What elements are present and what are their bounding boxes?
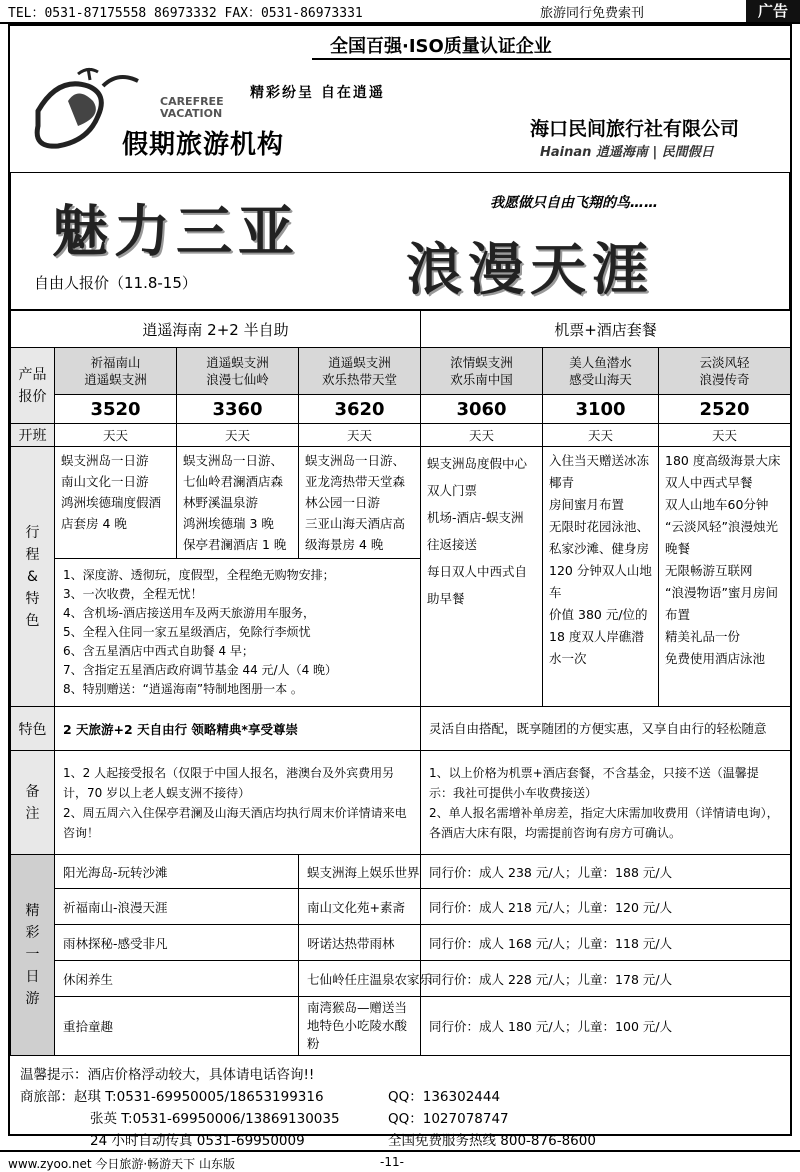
daytrip-place: 七仙岭任庄温泉农家乐	[299, 961, 421, 997]
product-price: 2520	[659, 395, 791, 424]
product-name: 美人鱼潜水 感受山海天	[543, 348, 659, 395]
group-header-package: 机票+酒店套餐	[421, 311, 791, 348]
depart-value: 天天	[543, 424, 659, 447]
slogan: 精彩纷呈 自在逍遥	[250, 85, 385, 101]
header-divider	[312, 58, 790, 60]
feature-line: 4、含机场-酒店接送用车及两天旅游用车服务，	[63, 606, 315, 620]
ad-badge: 广告	[746, 0, 800, 22]
daytrip-price: 同行价：成人 228 元/人；儿童：178 元/人	[421, 961, 791, 997]
remark-line: 1、2 人起接受报名（仅限于中国人报名，港澳台及外宾费用另计，70 岁以上老人蜈支洲不接待）	[63, 765, 395, 800]
product-price: 3620	[299, 395, 421, 424]
itinerary-cell: 蜈支洲岛度假中心双人门票 机场-酒店-蜈支洲往返接送 每日双人中西式自助早餐	[421, 447, 543, 707]
product-price: 3060	[421, 395, 543, 424]
price-period-note: 自由人报价（11.8-15）	[34, 274, 197, 292]
daytrip-price: 同行价：成人 238 元/人；儿童：188 元/人	[421, 855, 791, 889]
product-price: 3100	[543, 395, 659, 424]
footer-tip: 温馨提示：酒店价格浮动较大，具体请电话咨询!!	[20, 1067, 315, 1083]
contact-zhang: 张英 T:0531-69950006/13869130035	[90, 1111, 340, 1127]
feature-line: 6、含五星酒店中西式自助餐 4 早；	[63, 644, 254, 658]
feature-right: 灵活自由搭配，既享随团的方便实惠，又享自由行的轻松随意	[421, 707, 791, 751]
remark-line: 2、周五周六入住保亭君澜及山海天酒店均执行周末价详情请来电咨询！	[63, 805, 407, 840]
itinerary-label: 行程&特色	[11, 447, 55, 707]
depart-label: 开班	[11, 424, 55, 447]
product-name: 逍遥蜈支洲 浪漫七仙岭	[177, 348, 299, 395]
daytrip-place: 蜈支洲海上娱乐世界	[299, 855, 421, 889]
remarks-right	[421, 751, 791, 855]
banner-title-left: 魅力三亚	[52, 199, 300, 265]
daytrip-price: 同行价：成人 218 元/人；儿童：120 元/人	[421, 889, 791, 925]
product-price: 3360	[177, 395, 299, 424]
company-name: 海口民间旅行社有限公司	[530, 118, 740, 140]
depart-value: 天天	[299, 424, 421, 447]
logo-english: CAREFREE VACATION	[160, 95, 224, 120]
feature-line: 8、特别赠送：“逍遥海南”特制地图册一本 。	[63, 682, 303, 696]
product-price: 3520	[55, 395, 177, 424]
daytrip-price: 同行价：成人 180 元/人；儿童：100 元/人	[421, 997, 791, 1056]
remark-line: 2、单人报名需增补单房差，指定大床需加收费用（详情请电询），各酒店大床有限，均需提前咨询有房方可确认。	[429, 805, 779, 840]
top-bar	[0, 0, 800, 22]
group-header-semi-self: 逍遥海南 2+2 半自助	[11, 311, 421, 348]
product-name: 浓情蜈支洲 欢乐南中国	[421, 348, 543, 395]
partner-logos: Hainan 逍遥海南 | 民間假日	[540, 145, 714, 160]
itinerary-cell: 入住当天赠送冰冻椰青 房间蜜月布置 无限时花园泳池、私家沙滩、健身房 120 分钟双人山地车 价值 380 元/位的 18 度双人岸礁潜水一次	[543, 447, 659, 707]
group-features	[55, 559, 421, 707]
daytrip-name: 雨林探秘-感受非凡	[55, 925, 299, 961]
site-line: www.zyoo.net 今日旅游·畅游天下 山东版	[8, 1157, 235, 1171]
feature-left: 2 天旅游+2 天自由行 领略精典*享受尊崇	[55, 707, 421, 751]
banner-title-right: 浪漫天涯	[406, 237, 654, 303]
feature-line: 1、深度游、透彻玩，度假型，全程绝无购物安排；	[63, 568, 335, 582]
contact-line: TEL：0531-87175558 86973332 FAX：0531-86973331	[8, 6, 363, 21]
daytrip-price: 同行价：成人 168 元/人；儿童：118 元/人	[421, 925, 791, 961]
depart-value: 天天	[55, 424, 177, 447]
contact-zhao: 商旅部：赵琪 T:0531-69950005/18653199316	[20, 1089, 324, 1105]
daytrip-name: 重拾童趣	[55, 997, 299, 1056]
certification-heading: 全国百强·ISO质量认证企业	[330, 36, 552, 57]
price-table	[10, 310, 791, 1056]
depart-value: 天天	[659, 424, 791, 447]
daytrip-place: 南湾猴岛—赠送当地特色小吃陵水酸粉	[299, 997, 421, 1056]
itinerary-cell: 180 度高级海景大床 双人中西式早餐 双人山地车60分钟 “云淡风轻”浪漫烛光晚餐 无限畅游互联网 “浪漫物语”蜜月房间布置 精美礼品一份 免费使用酒店泳池	[659, 447, 791, 707]
product-name: 逍遥蜈支洲 欢乐热带天堂	[299, 348, 421, 395]
feature-label: 特色	[11, 707, 55, 751]
daytrip-name: 阳光海岛-玩转沙滩	[55, 855, 299, 889]
product-name: 祈福南山 逍遥蜈支洲	[55, 348, 177, 395]
feature-line: 7、含指定五星酒店政府调节基金 44 元/人（4 晚）	[63, 663, 338, 677]
itinerary-cell: 蜈支洲岛一日游 南山文化一日游 鸿洲埃德瑞度假酒店套房 4 晚	[55, 447, 177, 559]
qq-zhao: QQ：136302444	[388, 1089, 501, 1105]
index-note: 旅游同行免费索刊	[540, 6, 645, 21]
feature-line: 5、全程入住同一家五星级酒店，免除行李烦忧	[63, 625, 311, 639]
daytrip-name: 休闲养生	[55, 961, 299, 997]
remark-line: 1、以上价格为机票+酒店套餐，不含基金，只接不送（温馨提示：我社可提供小车收费接送）	[429, 765, 759, 800]
itinerary-cell: 蜈支洲岛一日游、亚龙湾热带天堂森林公园一日游 三亚山海天酒店高级海景房 4 晚	[299, 447, 421, 559]
daytrip-label: 精彩一日游	[11, 855, 55, 1056]
contact-footer	[20, 1064, 596, 1152]
feature-line: 3、一次收费，全程无忧！	[63, 587, 203, 601]
product-price-label: 产品报价	[11, 348, 55, 424]
remarks-label: 备注	[11, 751, 55, 855]
daytrip-name: 祈福南山-浪漫天涯	[55, 889, 299, 925]
brand-name: 假期旅游机构	[122, 130, 285, 160]
depart-value: 天天	[177, 424, 299, 447]
product-name: 云淡风轻 浪漫传奇	[659, 348, 791, 395]
daytrip-place: 南山文化苑+素斋	[299, 889, 421, 925]
qq-zhang: QQ：1027078747	[388, 1111, 509, 1127]
fax-line: 24 小时自动传真 0531-69950009	[90, 1133, 305, 1149]
hotline: 全国免费服务热线 800-876-8600	[388, 1133, 596, 1149]
page-number: -11-	[380, 1155, 404, 1169]
depart-value: 天天	[421, 424, 543, 447]
remarks-left	[55, 751, 421, 855]
bottom-bar	[0, 1152, 800, 1172]
banner-tagline: 我愿做只自由飞翔的鸟……	[490, 195, 658, 211]
itinerary-cell: 蜈支洲岛一日游、七仙岭君澜酒店森林野溪温泉游 鸿洲埃德瑞 3 晚 保亭君澜酒店 1 晚	[177, 447, 299, 559]
daytrip-place: 呀诺达热带雨林	[299, 925, 421, 961]
